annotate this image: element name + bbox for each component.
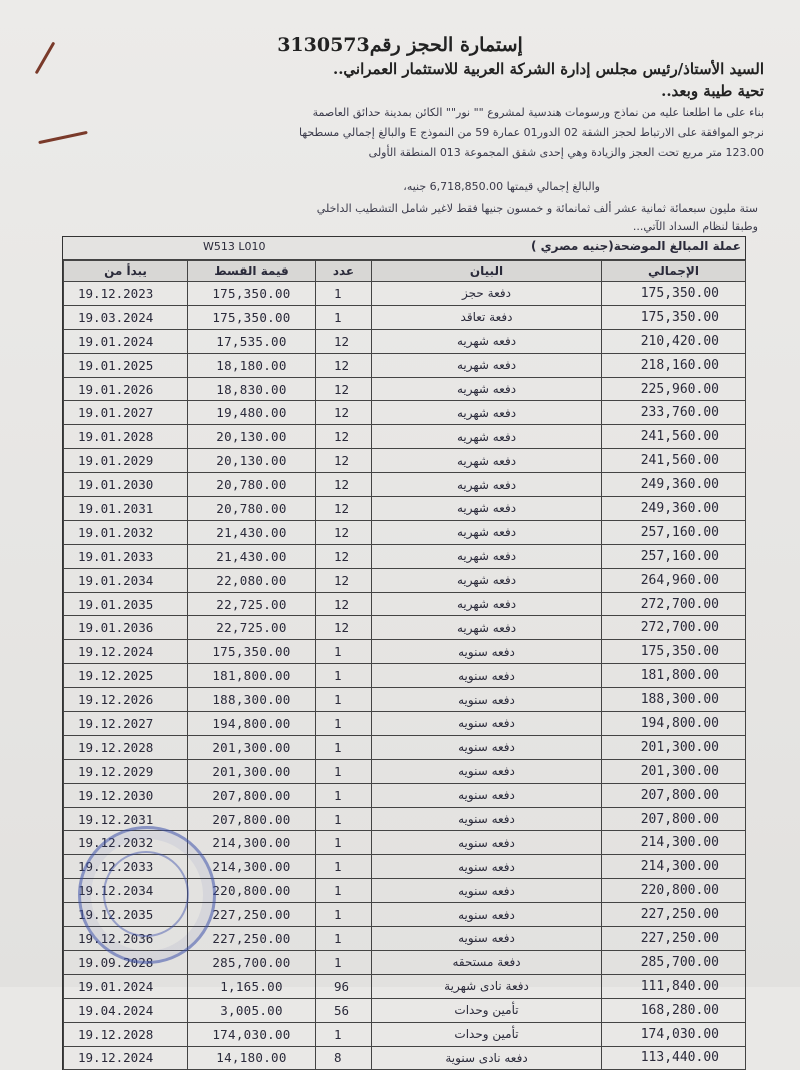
cell-start-date: 19.01.2026 — [64, 377, 188, 401]
cell-description: دفعه سنويه — [372, 855, 602, 879]
cell-count: 1 — [316, 282, 372, 306]
cell-description: دفعه سنويه — [372, 712, 602, 736]
table-row — [64, 329, 746, 353]
table-row — [64, 305, 746, 329]
cell-installment: 21,430.00 — [188, 544, 316, 568]
cell-total: 225,960.00 — [602, 377, 746, 401]
header-start: يبدأ من — [64, 261, 188, 282]
cell-description: دفعه شهريه — [372, 497, 602, 521]
cell-start-date: 19.12.2027 — [64, 712, 188, 736]
cell-installment: 22,725.00 — [188, 592, 316, 616]
cell-start-date: 19.12.2024 — [64, 1046, 188, 1070]
currency-label: عملة المبالغ الموضحة(جنيه مصري ) — [530, 239, 741, 253]
header-count: عدد — [316, 261, 372, 282]
table-row — [64, 616, 746, 640]
body-line-6: وطبقا لنظام السداد الآتي... — [632, 220, 758, 233]
body-line-2: نرجو الموافقة على الارتباط لحجز الشقة 02 الدور01 عمارة 59 من النموذج E والبالغ إجمالي مسطحها — [298, 126, 764, 139]
cell-description: دفعة تعاقد — [372, 305, 602, 329]
cell-description: دفعة مستحقه — [372, 950, 602, 974]
cell-start-date: 19.01.2033 — [64, 544, 188, 568]
cell-installment: 227,250.00 — [188, 927, 316, 951]
cell-start-date: 19.01.2034 — [64, 568, 188, 592]
cell-count: 12 — [316, 377, 372, 401]
table-row — [64, 449, 746, 473]
cell-total: 249,360.00 — [602, 473, 746, 497]
header-desc: البيان — [372, 261, 602, 282]
cell-count: 96 — [316, 974, 372, 998]
table-row — [64, 497, 746, 521]
cell-total: 175,350.00 — [602, 282, 746, 306]
cell-installment: 20,130.00 — [188, 449, 316, 473]
cell-description: دفعه شهريه — [372, 377, 602, 401]
page-title: إستمارة الحجز رقم3130573 — [277, 34, 523, 56]
cell-start-date: 19.12.2024 — [64, 640, 188, 664]
cell-count: 12 — [316, 473, 372, 497]
cell-start-date: 19.01.2035 — [64, 592, 188, 616]
cell-total: 175,350.00 — [602, 640, 746, 664]
cell-count: 12 — [316, 401, 372, 425]
table-row — [64, 974, 746, 998]
cell-start-date: 19.01.2027 — [64, 401, 188, 425]
cell-count: 1 — [316, 831, 372, 855]
cell-description: دفعه سنويه — [372, 735, 602, 759]
table-row — [64, 425, 746, 449]
cell-installment: 20,780.00 — [188, 473, 316, 497]
cell-installment: 18,830.00 — [188, 377, 316, 401]
cell-installment: 3,005.00 — [188, 998, 316, 1022]
cell-start-date: 19.04.2024 — [64, 998, 188, 1022]
table-row — [64, 759, 746, 783]
cell-total: 207,800.00 — [602, 783, 746, 807]
cell-installment: 194,800.00 — [188, 712, 316, 736]
cell-total: 111,840.00 — [602, 974, 746, 998]
cell-installment: 1,165.00 — [188, 974, 316, 998]
cell-start-date: 19.12.2023 — [64, 282, 188, 306]
cell-count: 12 — [316, 329, 372, 353]
cell-installment: 175,350.00 — [188, 282, 316, 306]
cell-description: دفعه شهريه — [372, 425, 602, 449]
table-row — [64, 783, 746, 807]
cell-total: 194,800.00 — [602, 712, 746, 736]
cell-installment: 285,700.00 — [188, 950, 316, 974]
table-row — [64, 544, 746, 568]
cell-total: 220,800.00 — [602, 879, 746, 903]
cell-start-date: 19.12.2030 — [64, 783, 188, 807]
cell-description: تأمين وحدات — [372, 1022, 602, 1046]
cell-start-date: 19.01.2025 — [64, 353, 188, 377]
table-row — [64, 353, 746, 377]
cell-description: دفعه شهريه — [372, 616, 602, 640]
cell-start-date: 19.01.2030 — [64, 473, 188, 497]
cell-count: 12 — [316, 616, 372, 640]
cell-installment: 20,130.00 — [188, 425, 316, 449]
cell-start-date: 19.12.2032 — [64, 831, 188, 855]
cell-total: 285,700.00 — [602, 950, 746, 974]
table-row — [64, 807, 746, 831]
header-row — [64, 261, 746, 282]
cell-count: 1 — [316, 879, 372, 903]
cell-total: 175,350.00 — [602, 305, 746, 329]
cell-description: تأمين وحدات — [372, 998, 602, 1022]
cell-start-date: 19.09.2028 — [64, 950, 188, 974]
cell-installment: 220,800.00 — [188, 879, 316, 903]
cell-description: دفعة حجز — [372, 282, 602, 306]
addressee-line: السيد الأستاذ/رئيس مجلس إدارة الشركة العربية للاستثمار العمراني.. — [332, 60, 764, 78]
cell-total: 264,960.00 — [602, 568, 746, 592]
cell-description: دفعه شهريه — [372, 520, 602, 544]
cell-description: دفعه شهريه — [372, 329, 602, 353]
cell-description: دفعه سنويه — [372, 807, 602, 831]
cell-total: 218,160.00 — [602, 353, 746, 377]
cell-total: 241,560.00 — [602, 449, 746, 473]
body-line-4: والبالغ إجمالي قيمتها 6,718,850.00 جنيه، — [403, 180, 600, 193]
cell-description: دفعه سنويه — [372, 879, 602, 903]
cell-count: 1 — [316, 1022, 372, 1046]
cell-total: 113,440.00 — [602, 1046, 746, 1070]
cell-total: 272,700.00 — [602, 616, 746, 640]
cell-description: دفعه سنويه — [372, 759, 602, 783]
cell-count: 12 — [316, 353, 372, 377]
cell-start-date: 19.01.2028 — [64, 425, 188, 449]
cell-installment: 18,180.00 — [188, 353, 316, 377]
cell-description: دفعه سنويه — [372, 783, 602, 807]
cell-count: 1 — [316, 903, 372, 927]
cell-description: دفعه سنويه — [372, 903, 602, 927]
body-line-5: ستة مليون سبعمائة ثمانية عشر ألف ثمانمائة و خمسون جنيها فقط لاغير شامل التشطيب الداخلي — [316, 202, 758, 215]
cell-start-date: 19.12.2026 — [64, 688, 188, 712]
table-row — [64, 664, 746, 688]
table-row — [64, 377, 746, 401]
table-row — [64, 735, 746, 759]
table-row — [64, 592, 746, 616]
cell-start-date: 19.01.2029 — [64, 449, 188, 473]
cell-count: 1 — [316, 688, 372, 712]
cell-description: دفعه سنويه — [372, 831, 602, 855]
cell-description: دفعه شهريه — [372, 473, 602, 497]
table-row — [64, 1022, 746, 1046]
table-row — [64, 712, 746, 736]
cell-installment: 201,300.00 — [188, 759, 316, 783]
cell-installment: 20,780.00 — [188, 497, 316, 521]
cell-installment: 175,350.00 — [188, 640, 316, 664]
cell-total: 214,300.00 — [602, 855, 746, 879]
cell-start-date: 19.03.2024 — [64, 305, 188, 329]
cell-start-date: 19.12.2029 — [64, 759, 188, 783]
cell-start-date: 19.12.2028 — [64, 1022, 188, 1046]
cell-count: 12 — [316, 544, 372, 568]
cell-description: دفعه سنويه — [372, 664, 602, 688]
cell-description: دفعه سنويه — [372, 688, 602, 712]
cell-total: 241,560.00 — [602, 425, 746, 449]
cell-count: 1 — [316, 640, 372, 664]
cell-installment: 21,430.00 — [188, 520, 316, 544]
cell-count: 1 — [316, 927, 372, 951]
cell-start-date: 19.12.2033 — [64, 855, 188, 879]
cell-installment: 214,300.00 — [188, 831, 316, 855]
cell-count: 1 — [316, 735, 372, 759]
cell-installment: 207,800.00 — [188, 807, 316, 831]
table-row — [64, 473, 746, 497]
cell-total: 210,420.00 — [602, 329, 746, 353]
cell-start-date: 19.12.2025 — [64, 664, 188, 688]
header-total: الإجمالي — [602, 261, 746, 282]
cell-description: دفعه نادى سنوية — [372, 1046, 602, 1070]
cell-total: 227,250.00 — [602, 903, 746, 927]
cell-installment: 207,800.00 — [188, 783, 316, 807]
cell-installment: 227,250.00 — [188, 903, 316, 927]
cell-total: 207,800.00 — [602, 807, 746, 831]
cell-installment: 175,350.00 — [188, 305, 316, 329]
cell-start-date: 19.01.2024 — [64, 329, 188, 353]
cell-count: 1 — [316, 855, 372, 879]
cell-installment: 188,300.00 — [188, 688, 316, 712]
body-line-1: بناء على ما اطلعنا عليه من نماذج ورسومات هندسية لمشروع "" نور"" الكائن بمدينة حدائق العاصمة — [312, 106, 764, 119]
cell-count: 12 — [316, 449, 372, 473]
cell-total: 257,160.00 — [602, 544, 746, 568]
table-row — [64, 520, 746, 544]
table-caption-row — [63, 237, 745, 260]
cell-total: 249,360.00 — [602, 497, 746, 521]
cell-description: دفعه سنويه — [372, 640, 602, 664]
cell-installment: 22,725.00 — [188, 616, 316, 640]
cell-installment: 181,800.00 — [188, 664, 316, 688]
cell-description: دفعه شهريه — [372, 449, 602, 473]
cell-total: 181,800.00 — [602, 664, 746, 688]
cell-start-date: 19.01.2032 — [64, 520, 188, 544]
cell-count: 12 — [316, 497, 372, 521]
cell-total: 227,250.00 — [602, 927, 746, 951]
cell-count: 8 — [316, 1046, 372, 1070]
cell-count: 12 — [316, 520, 372, 544]
cell-start-date: 19.12.2031 — [64, 807, 188, 831]
cell-count: 1 — [316, 712, 372, 736]
company-stamp-seal — [78, 826, 216, 964]
cell-count: 1 — [316, 759, 372, 783]
cell-description: دفعة نادى شهرية — [372, 974, 602, 998]
pen-mark-left — [38, 131, 88, 144]
cell-total: 188,300.00 — [602, 688, 746, 712]
cell-count: 56 — [316, 998, 372, 1022]
header-installment: قيمة القسط — [188, 261, 316, 282]
cell-count: 1 — [316, 950, 372, 974]
table-row — [64, 998, 746, 1022]
cell-description: دفعه شهريه — [372, 568, 602, 592]
cell-count: 1 — [316, 664, 372, 688]
cell-installment: 19,480.00 — [188, 401, 316, 425]
cell-description: دفعه سنويه — [372, 927, 602, 951]
cell-start-date: 19.01.2036 — [64, 616, 188, 640]
cell-total: 214,300.00 — [602, 831, 746, 855]
cell-description: دفعه شهريه — [372, 592, 602, 616]
cell-installment: 214,300.00 — [188, 855, 316, 879]
cell-total: 174,030.00 — [602, 1022, 746, 1046]
cell-count: 1 — [316, 783, 372, 807]
cell-start-date: 19.12.2028 — [64, 735, 188, 759]
cell-count: 1 — [316, 305, 372, 329]
cell-start-date: 19.01.2024 — [64, 974, 188, 998]
table-row — [64, 640, 746, 664]
cell-count: 12 — [316, 592, 372, 616]
table-row — [64, 1046, 746, 1070]
cell-description: دفعه شهريه — [372, 401, 602, 425]
unit-codes: W513 L010 — [203, 240, 266, 253]
cell-start-date: 19.12.2035 — [64, 903, 188, 927]
cell-start-date: 19.01.2031 — [64, 497, 188, 521]
cell-total: 201,300.00 — [602, 759, 746, 783]
cell-count: 12 — [316, 568, 372, 592]
table-row — [64, 568, 746, 592]
table-row — [64, 401, 746, 425]
cell-start-date: 19.12.2036 — [64, 927, 188, 951]
cell-description: دفعه شهريه — [372, 544, 602, 568]
cell-count: 12 — [316, 425, 372, 449]
cell-description: دفعه شهريه — [372, 353, 602, 377]
cell-start-date: 19.12.2034 — [64, 879, 188, 903]
body-line-3: 123.00 متر مربع تحت العجز والزيادة وهي إحدى شقق المجموعة 013 المنطقة الأولى — [368, 146, 764, 159]
cell-count: 1 — [316, 807, 372, 831]
cell-total: 257,160.00 — [602, 520, 746, 544]
cell-total: 272,700.00 — [602, 592, 746, 616]
table-row — [64, 688, 746, 712]
cell-installment: 174,030.00 — [188, 1022, 316, 1046]
table-row — [64, 282, 746, 306]
cell-total: 201,300.00 — [602, 735, 746, 759]
cell-installment: 201,300.00 — [188, 735, 316, 759]
cell-installment: 17,535.00 — [188, 329, 316, 353]
cell-installment: 22,080.00 — [188, 568, 316, 592]
cell-installment: 14,180.00 — [188, 1046, 316, 1070]
cell-total: 168,280.00 — [602, 998, 746, 1022]
cell-total: 233,760.00 — [602, 401, 746, 425]
greeting-line: تحية طيبة وبعد.. — [661, 82, 764, 100]
